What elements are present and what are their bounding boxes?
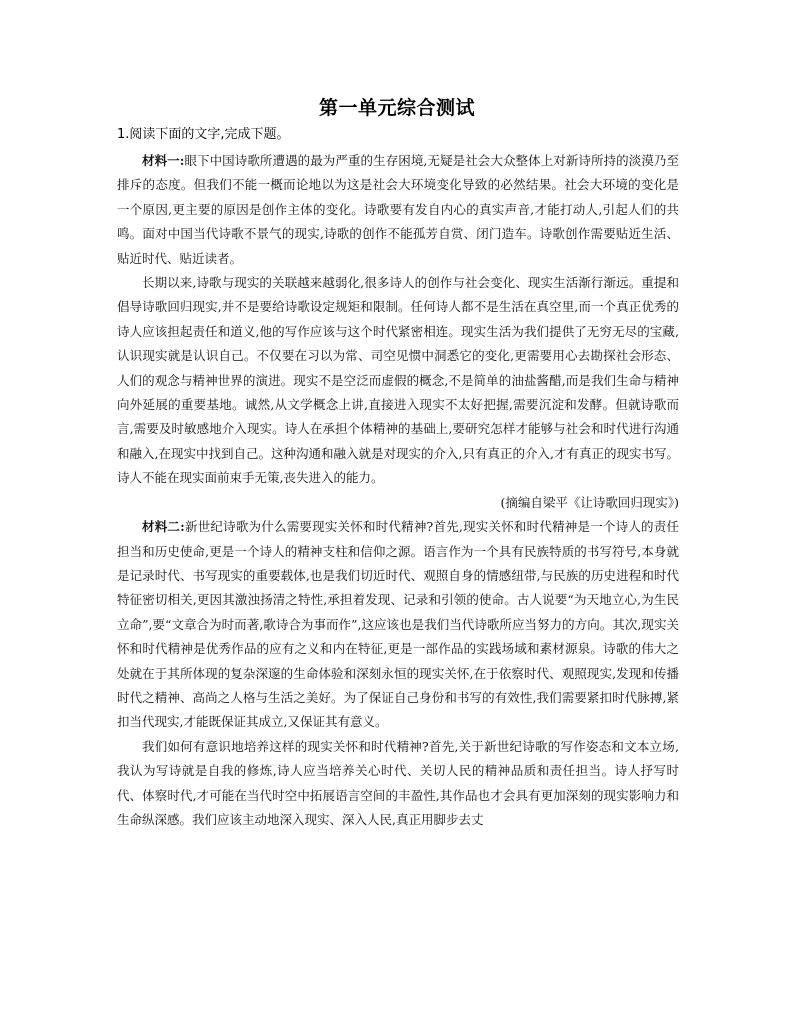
material2-paragraph-2: 我们如何有意识地培养这样的现实关怀和时代精神?首先,关于新世纪诗歌的写作姿态和文本立场,我认为写诗就是自我的修炼,诗人应当培养关心时代、关切人民的精神品质和责任担当。诗人抒写时代、体察时代,才可能在当代时空中拓展语言空间的丰盈性,其作品也才会具有更加深刻的现实影响力和生命纵深感。我们应该主动地深入现实、深入人民,真正用脚步去丈 [117, 738, 679, 827]
question-prompt: 1.阅读下面的文字,完成下题。 [117, 127, 290, 142]
material2-paragraph-1 [117, 515, 679, 735]
material1-paragraph-1 [117, 149, 679, 271]
material2-p1-text: 新世纪诗歌为什么需要现实关怀和时代精神?首先,现实关怀和时代精神是一个诗人的责任担当和历史使命,更是一个诗人的精神支柱和信仰之源。语言作为一个具有民族特质的书写符号,本身就是记录时代、书写现实的重要载体,也是我们切近时代、观照自身的情感纽带,与民族的历史进程和时代特征密切相关,更因其激浊扬清之特性,承担着发现、记录和引领的使命。古人说要“为天地立心,为生民立命”,要“文章合为时而著,歌诗合为事而作”,这应该也是我们当代诗歌所应当努力的方向。其次,现实关怀和时代精神是优秀作品的应有之义和内在特征,更是一部作品的实践场域和素材源泉。诗歌的伟大之处就在于其所体现的复杂深邃的生命体验和深刻永恒的现实关怀,在于依察时代、观照现实,发现和传播时代之精神、高尚之人格与生活之美好。为了保证自己身份和书写的有效性,我们需要紧扣时代脉搏,紧扣当代现实,才能既保证其成立,又保证其有意义。 [117, 519, 679, 730]
material1-source: (摘编自梁平《让诗歌回归现实》) [500, 494, 679, 510]
material1-paragraph-2: 长期以来,诗歌与现实的关联越来越弱化,很多诗人的创作与社会变化、现实生活渐行渐远。重提和倡导诗歌回归现实,并不是要给诗歌设定规矩和限制。任何诗人都不是生活在真空里,而一个真正优秀的诗人应该担起责任和道义,他的写作应该与这个时代紧密相连。现实生活为我们提供了无穷无尽的宝藏,认识现实就是认识自己。不仅要在习以为常、司空见惯中洞悉它的变化,更需要用心去勘探社会形态、人们的观念与精神世界的演进。现实不是空泛而虚假的概念,不是简单的油盐酱醋,而是我们生命与精神向外延展的重要基地。诚然,从文学概念上讲,直接进入现实不太好把握,需要沉淀和发酵。但就诗歌而言,需要及时敏感地介入现实。诗人在承担个体精神的基础上,要研究怎样才能够与社会和时代进行沟通和融入,在现实中找到自己。这种沟通和融入就是对现实的介入,只有真正的介入,才有真正的现实书写。诗人不能在现实面前束手无策,丧失进入的能力。 [117, 275, 679, 486]
page-title: 第一单元综合测试 [318, 97, 475, 119]
material1-p1-text: 眼下中国诗歌所遭遇的最为严重的生存困境,无疑是社会大众整体上对新诗所持的淡漠乃至排斥的态度。但我们不能一概而论地以为这是社会大环境变化导致的必然结果。社会大环境的变化是一个原因,更主要的原因是创作主体的变化。诗歌要有发自内心的真实声音,才能打动人,引起人们的共鸣。面对中国当代诗歌不景气的现实,诗歌的创作不能孤芳自赏、闭门造车。诗歌创作需要贴近生活、贴近时代、贴近读者。 [117, 153, 679, 266]
material1-label: 材料一: [142, 153, 185, 168]
reading-passage [117, 149, 679, 832]
material2-label: 材料二: [142, 519, 185, 535]
